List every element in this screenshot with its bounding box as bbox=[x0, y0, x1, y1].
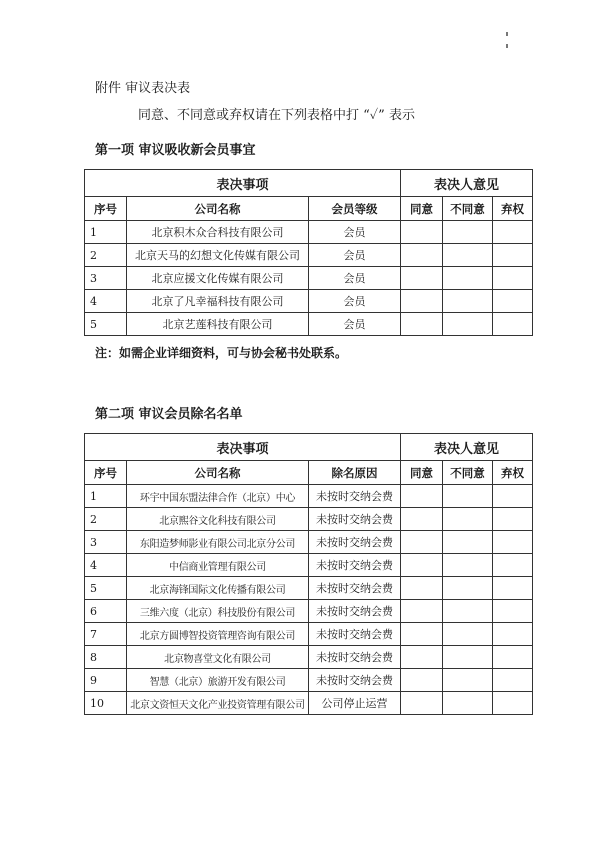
disagree-cell[interactable] bbox=[443, 508, 493, 531]
table-row bbox=[85, 290, 533, 313]
agree-cell[interactable] bbox=[401, 267, 443, 290]
col-agree-header: 同意 bbox=[401, 461, 443, 485]
company-name: 环宇中国东盟法律合作（北京）中心 bbox=[127, 485, 309, 508]
table-row bbox=[85, 508, 533, 531]
table-row bbox=[85, 313, 533, 336]
row-number: 6 bbox=[85, 600, 127, 623]
removal-reason: 未按时交纳会费 bbox=[309, 623, 401, 646]
table-row bbox=[85, 577, 533, 600]
removal-reason: 未按时交纳会费 bbox=[309, 600, 401, 623]
disagree-cell[interactable] bbox=[443, 531, 493, 554]
agree-cell[interactable] bbox=[401, 692, 443, 715]
removal-reason: 未按时交纳会费 bbox=[309, 554, 401, 577]
agree-cell[interactable] bbox=[401, 669, 443, 692]
scan-mark bbox=[506, 32, 508, 36]
table-row bbox=[85, 600, 533, 623]
table-row bbox=[85, 267, 533, 290]
table-row bbox=[85, 554, 533, 577]
abstain-cell[interactable] bbox=[493, 508, 533, 531]
removal-reason: 未按时交纳会费 bbox=[309, 508, 401, 531]
row-number: 4 bbox=[85, 290, 127, 313]
removal-reason: 未按时交纳会费 bbox=[309, 577, 401, 600]
disagree-cell[interactable] bbox=[443, 692, 493, 715]
row-number: 3 bbox=[85, 267, 127, 290]
agree-cell[interactable] bbox=[401, 600, 443, 623]
col-removal-reason-header: 除名原因 bbox=[309, 461, 401, 485]
section2-table bbox=[84, 433, 533, 715]
table-row bbox=[85, 485, 533, 508]
disagree-cell[interactable] bbox=[443, 221, 493, 244]
abstain-cell[interactable] bbox=[493, 221, 533, 244]
removal-reason: 未按时交纳会费 bbox=[309, 531, 401, 554]
disagree-cell[interactable] bbox=[443, 313, 493, 336]
row-number: 2 bbox=[85, 508, 127, 531]
table-row bbox=[85, 623, 533, 646]
agree-cell[interactable] bbox=[401, 244, 443, 267]
company-name: 北京应援文化传媒有限公司 bbox=[127, 267, 309, 290]
agree-cell[interactable] bbox=[401, 646, 443, 669]
col-disagree-header: 不同意 bbox=[443, 461, 493, 485]
note-text: 注：如需企业详细资料，可与协会秘书处联系。 bbox=[95, 346, 348, 360]
disagree-cell[interactable] bbox=[443, 600, 493, 623]
agree-cell[interactable] bbox=[401, 531, 443, 554]
row-number: 4 bbox=[85, 554, 127, 577]
abstain-cell[interactable] bbox=[493, 290, 533, 313]
col-number-header: 序号 bbox=[85, 197, 127, 221]
agree-cell[interactable] bbox=[401, 221, 443, 244]
abstain-cell[interactable] bbox=[493, 623, 533, 646]
col-abstain-header: 弃权 bbox=[493, 461, 533, 485]
company-name: 北京了凡幸福科技有限公司 bbox=[127, 290, 309, 313]
instruction-text: 同意、不同意或弃权请在下列表格中打 “✓” 表示 bbox=[138, 108, 415, 123]
row-number: 10 bbox=[85, 692, 127, 715]
abstain-cell[interactable] bbox=[493, 669, 533, 692]
abstain-cell[interactable] bbox=[493, 531, 533, 554]
row-number: 2 bbox=[85, 244, 127, 267]
abstain-cell[interactable] bbox=[493, 267, 533, 290]
disagree-cell[interactable] bbox=[443, 623, 493, 646]
col-company-header: 公司名称 bbox=[127, 197, 309, 221]
section2-title: 第二项 审议会员除名名单 bbox=[95, 407, 243, 422]
matter-header: 表决事项 bbox=[85, 170, 401, 197]
disagree-cell[interactable] bbox=[443, 669, 493, 692]
agree-cell[interactable] bbox=[401, 623, 443, 646]
abstain-cell[interactable] bbox=[493, 577, 533, 600]
row-number: 1 bbox=[85, 221, 127, 244]
section1-title: 第一项 审议吸收新会员事宜 bbox=[95, 143, 256, 158]
company-name: 三维六度（北京）科技股份有限公司 bbox=[127, 600, 309, 623]
agree-cell[interactable] bbox=[401, 290, 443, 313]
disagree-cell[interactable] bbox=[443, 577, 493, 600]
table-row bbox=[85, 692, 533, 715]
disagree-cell[interactable] bbox=[443, 290, 493, 313]
agree-cell[interactable] bbox=[401, 554, 443, 577]
opinion-header: 表决人意见 bbox=[401, 170, 533, 197]
removal-reason: 公司停止运营 bbox=[309, 692, 401, 715]
col-company-header: 公司名称 bbox=[127, 461, 309, 485]
table-row bbox=[85, 244, 533, 267]
abstain-cell[interactable] bbox=[493, 485, 533, 508]
col-member-level-header: 会员等级 bbox=[309, 197, 401, 221]
company-name: 北京物喜堂文化有限公司 bbox=[127, 646, 309, 669]
row-number: 5 bbox=[85, 577, 127, 600]
attachment-title: 附件 审议表决表 bbox=[95, 81, 191, 96]
company-name: 北京天马的幻想文化传媒有限公司 bbox=[127, 244, 309, 267]
member-level: 会员 bbox=[309, 313, 401, 336]
company-name: 北京方圆博智投资管理咨询有限公司 bbox=[127, 623, 309, 646]
row-number: 7 bbox=[85, 623, 127, 646]
agree-cell[interactable] bbox=[401, 508, 443, 531]
agree-cell[interactable] bbox=[401, 577, 443, 600]
member-level: 会员 bbox=[309, 244, 401, 267]
row-number: 1 bbox=[85, 485, 127, 508]
col-abstain-header: 弃权 bbox=[493, 197, 533, 221]
member-level: 会员 bbox=[309, 267, 401, 290]
company-name: 中信商业管理有限公司 bbox=[127, 554, 309, 577]
abstain-cell[interactable] bbox=[493, 244, 533, 267]
disagree-cell[interactable] bbox=[443, 267, 493, 290]
abstain-cell[interactable] bbox=[493, 554, 533, 577]
table-row bbox=[85, 669, 533, 692]
table-row bbox=[85, 531, 533, 554]
removal-reason: 未按时交纳会费 bbox=[309, 485, 401, 508]
removal-reason: 未按时交纳会费 bbox=[309, 669, 401, 692]
disagree-cell[interactable] bbox=[443, 485, 493, 508]
table-row bbox=[85, 646, 533, 669]
matter-header: 表决事项 bbox=[85, 434, 401, 461]
removal-reason: 未按时交纳会费 bbox=[309, 646, 401, 669]
member-level: 会员 bbox=[309, 221, 401, 244]
col-agree-header: 同意 bbox=[401, 197, 443, 221]
scan-mark bbox=[506, 44, 508, 48]
disagree-cell[interactable] bbox=[443, 646, 493, 669]
company-name: 北京文资恒天文化产业投资管理有限公司 bbox=[127, 692, 309, 715]
col-disagree-header: 不同意 bbox=[443, 197, 493, 221]
row-number: 8 bbox=[85, 646, 127, 669]
company-name: 智慧（北京）旅游开发有限公司 bbox=[127, 669, 309, 692]
agree-cell[interactable] bbox=[401, 485, 443, 508]
col-number-header: 序号 bbox=[85, 461, 127, 485]
abstain-cell[interactable] bbox=[493, 600, 533, 623]
company-name: 北京熙谷文化科技有限公司 bbox=[127, 508, 309, 531]
abstain-cell[interactable] bbox=[493, 313, 533, 336]
table-row bbox=[85, 221, 533, 244]
row-number: 3 bbox=[85, 531, 127, 554]
row-number: 5 bbox=[85, 313, 127, 336]
agree-cell[interactable] bbox=[401, 313, 443, 336]
company-name: 北京积木众合科技有限公司 bbox=[127, 221, 309, 244]
company-name: 北京艺莲科技有限公司 bbox=[127, 313, 309, 336]
opinion-header: 表决人意见 bbox=[401, 434, 533, 461]
member-level: 会员 bbox=[309, 290, 401, 313]
abstain-cell[interactable] bbox=[493, 692, 533, 715]
company-name: 东阳造梦师影业有限公司北京分公司 bbox=[127, 531, 309, 554]
section1-table bbox=[84, 169, 533, 336]
company-name: 北京海锋国际文化传播有限公司 bbox=[127, 577, 309, 600]
row-number: 9 bbox=[85, 669, 127, 692]
abstain-cell[interactable] bbox=[493, 646, 533, 669]
disagree-cell[interactable] bbox=[443, 244, 493, 267]
disagree-cell[interactable] bbox=[443, 554, 493, 577]
